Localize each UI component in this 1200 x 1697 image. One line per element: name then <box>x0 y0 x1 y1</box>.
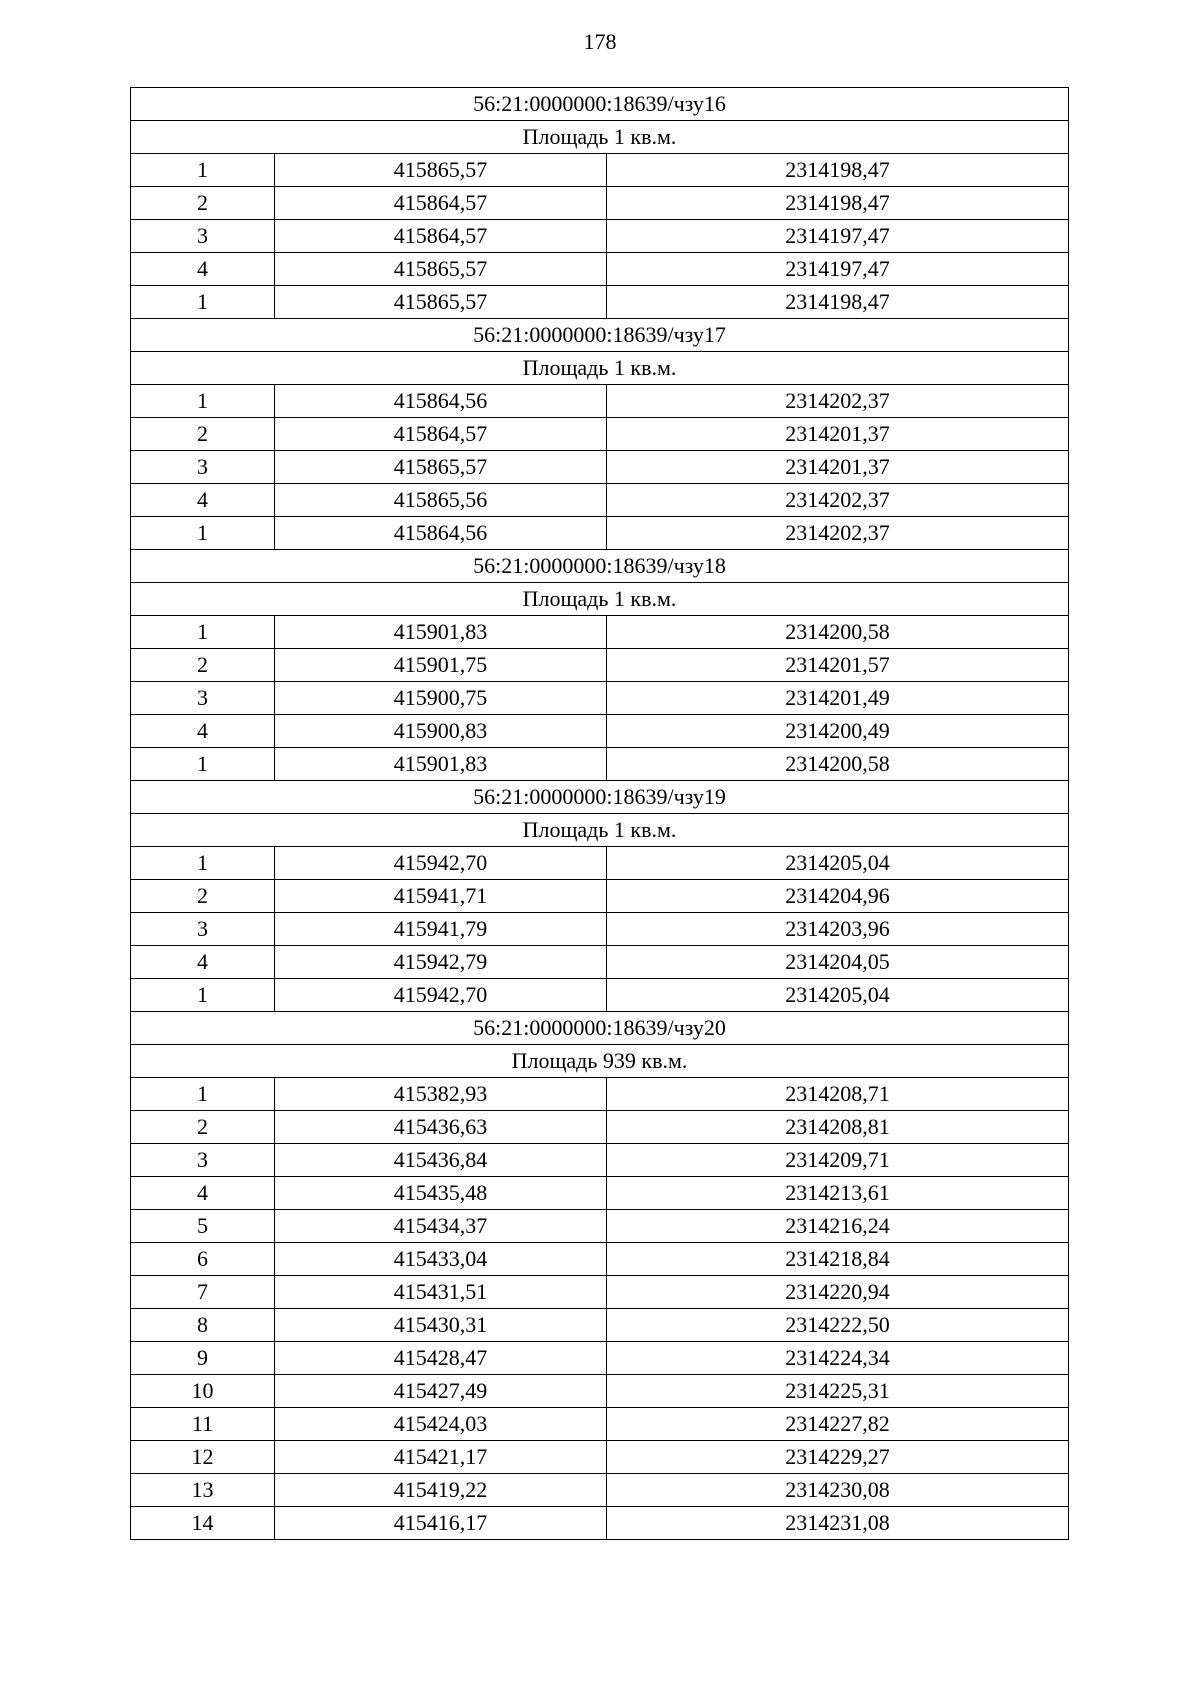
table-row <box>131 748 1069 781</box>
y-coordinate: 2314205,04 <box>607 847 1069 880</box>
table-row <box>131 418 1069 451</box>
table-row <box>131 1078 1069 1111</box>
table-row <box>131 946 1069 979</box>
table-row <box>131 517 1069 550</box>
x-coordinate: 415941,79 <box>275 913 607 946</box>
y-coordinate: 2314200,49 <box>607 715 1069 748</box>
section-header-row <box>131 550 1069 583</box>
table-row <box>131 286 1069 319</box>
y-coordinate: 2314197,47 <box>607 220 1069 253</box>
table-row <box>131 451 1069 484</box>
section-area-row <box>131 583 1069 616</box>
cadastral-number: 56:21:0000000:18639/чзу19 <box>131 781 1069 814</box>
x-coordinate: 415416,17 <box>275 1507 607 1540</box>
table-row <box>131 1474 1069 1507</box>
x-coordinate: 415865,57 <box>275 253 607 286</box>
table-row <box>131 154 1069 187</box>
y-coordinate: 2314205,04 <box>607 979 1069 1012</box>
table-row <box>131 979 1069 1012</box>
page-number: 178 <box>583 29 617 54</box>
point-number: 1 <box>131 154 275 187</box>
x-coordinate: 415430,31 <box>275 1309 607 1342</box>
x-coordinate: 415864,57 <box>275 220 607 253</box>
cadastral-number: 56:21:0000000:18639/чзу20 <box>131 1012 1069 1045</box>
point-number: 3 <box>131 913 275 946</box>
x-coordinate: 415436,63 <box>275 1111 607 1144</box>
point-number: 1 <box>131 979 275 1012</box>
point-number: 12 <box>131 1441 275 1474</box>
point-number: 2 <box>131 649 275 682</box>
y-coordinate: 2314202,37 <box>607 517 1069 550</box>
point-number: 1 <box>131 517 275 550</box>
point-number: 13 <box>131 1474 275 1507</box>
x-coordinate: 415864,56 <box>275 517 607 550</box>
x-coordinate: 415433,04 <box>275 1243 607 1276</box>
section-area-row <box>131 352 1069 385</box>
table-row <box>131 880 1069 913</box>
y-coordinate: 2314213,61 <box>607 1177 1069 1210</box>
point-number: 4 <box>131 484 275 517</box>
x-coordinate: 415382,93 <box>275 1078 607 1111</box>
y-coordinate: 2314222,50 <box>607 1309 1069 1342</box>
x-coordinate: 415431,51 <box>275 1276 607 1309</box>
section-area-row <box>131 814 1069 847</box>
y-coordinate: 2314225,31 <box>607 1375 1069 1408</box>
y-coordinate: 2314229,27 <box>607 1441 1069 1474</box>
x-coordinate: 415942,70 <box>275 847 607 880</box>
x-coordinate: 415865,57 <box>275 154 607 187</box>
area-label: Площадь 1 кв.м. <box>131 121 1069 154</box>
point-number: 3 <box>131 1144 275 1177</box>
point-number: 9 <box>131 1342 275 1375</box>
section-header-row <box>131 1012 1069 1045</box>
table-row <box>131 1177 1069 1210</box>
table-row <box>131 187 1069 220</box>
point-number: 1 <box>131 616 275 649</box>
table-row <box>131 1507 1069 1540</box>
x-coordinate: 415428,47 <box>275 1342 607 1375</box>
table-row <box>131 1342 1069 1375</box>
table-row <box>131 847 1069 880</box>
y-coordinate: 2314209,71 <box>607 1144 1069 1177</box>
y-coordinate: 2314198,47 <box>607 187 1069 220</box>
y-coordinate: 2314201,37 <box>607 451 1069 484</box>
y-coordinate: 2314224,34 <box>607 1342 1069 1375</box>
table-row <box>131 1375 1069 1408</box>
area-label: Площадь 1 кв.м. <box>131 814 1069 847</box>
y-coordinate: 2314201,49 <box>607 682 1069 715</box>
point-number: 8 <box>131 1309 275 1342</box>
y-coordinate: 2314202,37 <box>607 484 1069 517</box>
point-number: 1 <box>131 748 275 781</box>
y-coordinate: 2314200,58 <box>607 748 1069 781</box>
x-coordinate: 415864,56 <box>275 385 607 418</box>
x-coordinate: 415427,49 <box>275 1375 607 1408</box>
table-row <box>131 616 1069 649</box>
point-number: 1 <box>131 385 275 418</box>
y-coordinate: 2314198,47 <box>607 286 1069 319</box>
table-row <box>131 913 1069 946</box>
point-number: 2 <box>131 1111 275 1144</box>
table-row <box>131 1408 1069 1441</box>
point-number: 6 <box>131 1243 275 1276</box>
y-coordinate: 2314202,37 <box>607 385 1069 418</box>
table-row <box>131 1441 1069 1474</box>
section-header-row <box>131 781 1069 814</box>
section-area-row <box>131 1045 1069 1078</box>
table-row <box>131 1210 1069 1243</box>
x-coordinate: 415865,57 <box>275 451 607 484</box>
y-coordinate: 2314208,81 <box>607 1111 1069 1144</box>
y-coordinate: 2314203,96 <box>607 913 1069 946</box>
y-coordinate: 2314204,05 <box>607 946 1069 979</box>
point-number: 2 <box>131 418 275 451</box>
y-coordinate: 2314197,47 <box>607 253 1069 286</box>
y-coordinate: 2314227,82 <box>607 1408 1069 1441</box>
y-coordinate: 2314198,47 <box>607 154 1069 187</box>
y-coordinate: 2314200,58 <box>607 616 1069 649</box>
x-coordinate: 415901,83 <box>275 748 607 781</box>
point-number: 3 <box>131 682 275 715</box>
coordinates-table-body <box>131 88 1069 1540</box>
y-coordinate: 2314231,08 <box>607 1507 1069 1540</box>
table-row <box>131 682 1069 715</box>
point-number: 2 <box>131 187 275 220</box>
area-label: Площадь 939 кв.м. <box>131 1045 1069 1078</box>
y-coordinate: 2314204,96 <box>607 880 1069 913</box>
y-coordinate: 2314218,84 <box>607 1243 1069 1276</box>
x-coordinate: 415900,75 <box>275 682 607 715</box>
point-number: 7 <box>131 1276 275 1309</box>
table-row <box>131 1144 1069 1177</box>
section-header-row <box>131 88 1069 121</box>
x-coordinate: 415864,57 <box>275 187 607 220</box>
x-coordinate: 415864,57 <box>275 418 607 451</box>
section-header-row <box>131 319 1069 352</box>
point-number: 1 <box>131 1078 275 1111</box>
point-number: 3 <box>131 220 275 253</box>
y-coordinate: 2314208,71 <box>607 1078 1069 1111</box>
area-label: Площадь 1 кв.м. <box>131 583 1069 616</box>
point-number: 4 <box>131 1177 275 1210</box>
table-row <box>131 649 1069 682</box>
table-row <box>131 385 1069 418</box>
table-row <box>131 1243 1069 1276</box>
x-coordinate: 415421,17 <box>275 1441 607 1474</box>
y-coordinate: 2314216,24 <box>607 1210 1069 1243</box>
table-row <box>131 1111 1069 1144</box>
table-row <box>131 715 1069 748</box>
x-coordinate: 415434,37 <box>275 1210 607 1243</box>
table-row <box>131 220 1069 253</box>
point-number: 10 <box>131 1375 275 1408</box>
point-number: 4 <box>131 946 275 979</box>
point-number: 4 <box>131 253 275 286</box>
coordinates-table <box>130 87 1069 1540</box>
cadastral-number: 56:21:0000000:18639/чзу18 <box>131 550 1069 583</box>
point-number: 3 <box>131 451 275 484</box>
x-coordinate: 415941,71 <box>275 880 607 913</box>
x-coordinate: 415424,03 <box>275 1408 607 1441</box>
y-coordinate: 2314230,08 <box>607 1474 1069 1507</box>
x-coordinate: 415901,75 <box>275 649 607 682</box>
x-coordinate: 415942,79 <box>275 946 607 979</box>
point-number: 14 <box>131 1507 275 1540</box>
section-area-row <box>131 121 1069 154</box>
point-number: 4 <box>131 715 275 748</box>
y-coordinate: 2314201,37 <box>607 418 1069 451</box>
x-coordinate: 415865,57 <box>275 286 607 319</box>
cadastral-number: 56:21:0000000:18639/чзу16 <box>131 88 1069 121</box>
point-number: 2 <box>131 880 275 913</box>
x-coordinate: 415435,48 <box>275 1177 607 1210</box>
x-coordinate: 415900,83 <box>275 715 607 748</box>
x-coordinate: 415901,83 <box>275 616 607 649</box>
point-number: 1 <box>131 286 275 319</box>
x-coordinate: 415865,56 <box>275 484 607 517</box>
x-coordinate: 415436,84 <box>275 1144 607 1177</box>
x-coordinate: 415419,22 <box>275 1474 607 1507</box>
point-number: 1 <box>131 847 275 880</box>
table-row <box>131 1309 1069 1342</box>
table-row <box>131 253 1069 286</box>
table-row <box>131 484 1069 517</box>
y-coordinate: 2314201,57 <box>607 649 1069 682</box>
table-row <box>131 1276 1069 1309</box>
area-label: Площадь 1 кв.м. <box>131 352 1069 385</box>
point-number: 5 <box>131 1210 275 1243</box>
y-coordinate: 2314220,94 <box>607 1276 1069 1309</box>
x-coordinate: 415942,70 <box>275 979 607 1012</box>
point-number: 11 <box>131 1408 275 1441</box>
cadastral-number: 56:21:0000000:18639/чзу17 <box>131 319 1069 352</box>
